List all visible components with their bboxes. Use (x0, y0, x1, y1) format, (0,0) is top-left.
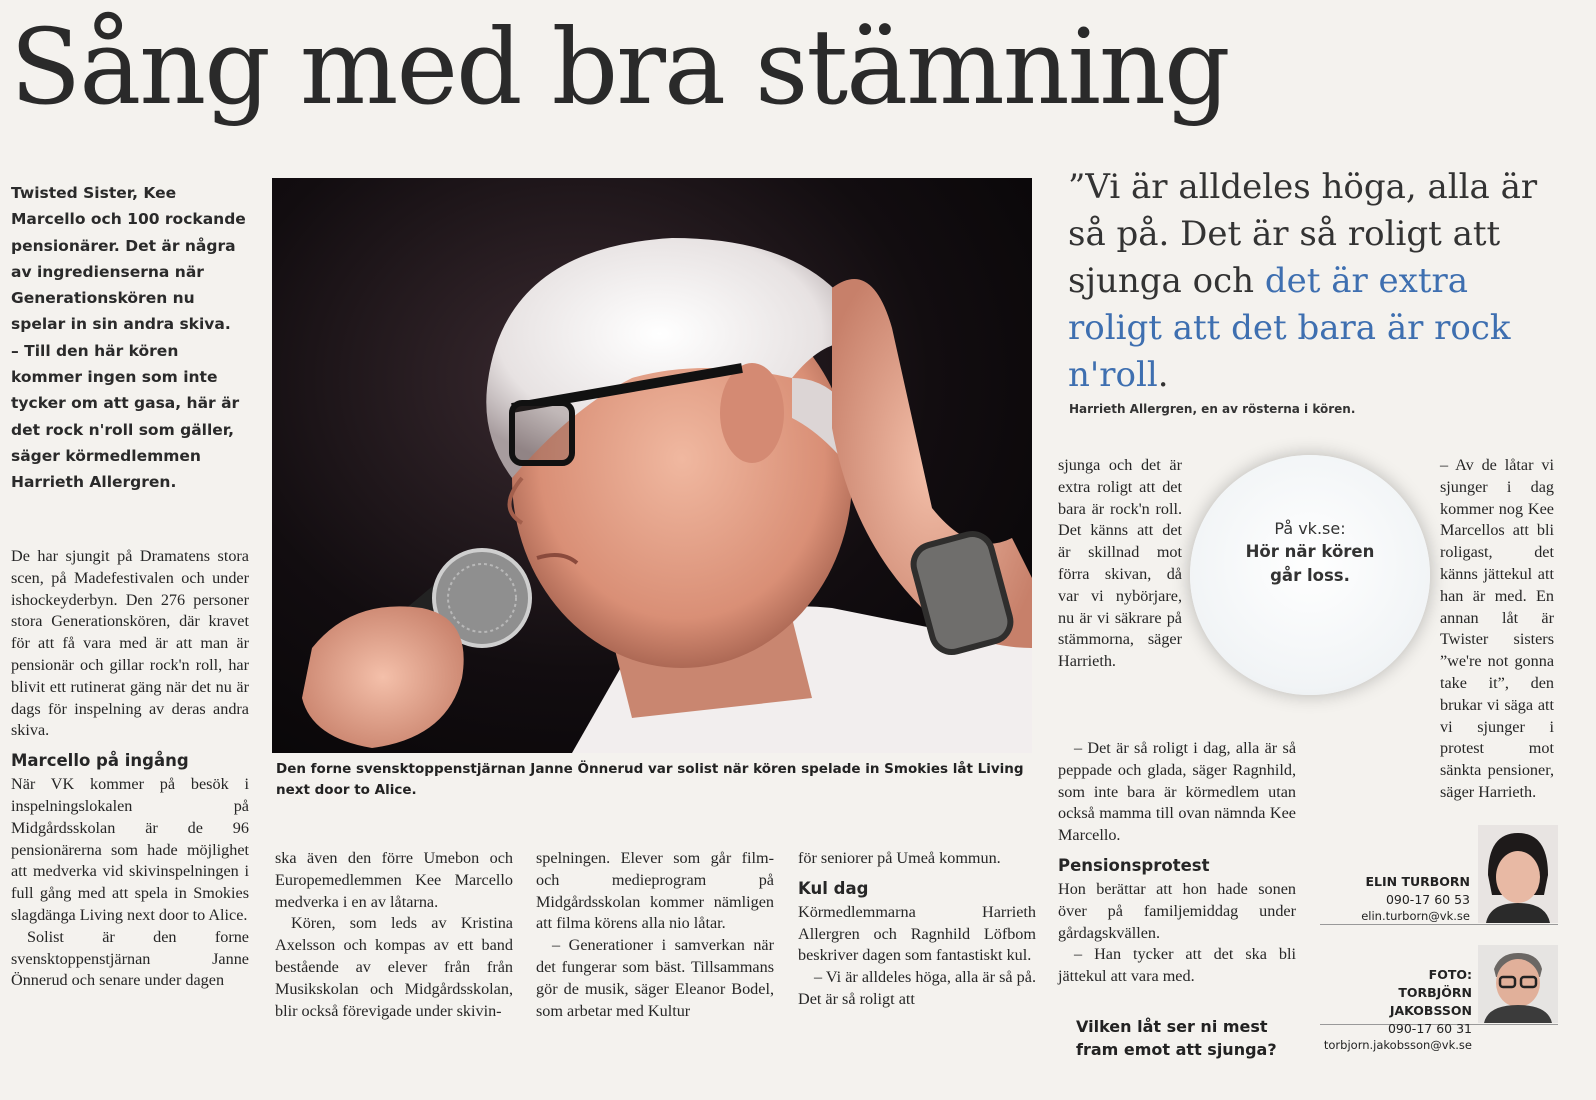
col5-paragraph-2: – Det är så roligt i dag, alla är så peppade och glada, säger Ragnhild, som inte bara är körmedlem utan också mamma till ovan nämnda Kee Marcello. (1058, 739, 1296, 845)
singer-illustration (272, 178, 1032, 753)
column-1 (11, 546, 249, 992)
photographer-name: TORBJÖRN JAKOBSSON (1389, 985, 1472, 1018)
column-3 (536, 848, 774, 1022)
col4-paragraph-2: Körmedlemmarna Harrieth Allergren och Ragnhild Löfbom beskriver dagen som fantastiskt kul. (798, 902, 1036, 965)
subhead-marcello: Marcello på ingång (11, 751, 189, 771)
promo-prefix: På vk.se: (1274, 519, 1346, 538)
photographer-phone: 090-17 60 31 (1387, 1021, 1472, 1036)
column-5-bottom (1058, 738, 1296, 988)
lead-paragraph (11, 180, 249, 496)
subhead-kul-dag: Kul dag (798, 878, 869, 898)
col5-paragraph-3: Hon berättar att hon hade sonen över på familjemiddag under gårdagskvällen. (1058, 879, 1296, 942)
promo-text[interactable] (1230, 519, 1390, 588)
photographer-avatar (1478, 945, 1558, 1023)
pull-quote-source: Harrieth Allergren, en av rösterna i kören. (1069, 402, 1356, 416)
col1-paragraph-1: De har sjungit på Dramatens stora scen, på Madefestivalen och under ishockeyderbyn. Den 276 personer stora Generationskören, där kravet för att få vara med är att man är pensionär och gillar rock'n roll, har blivit ett rutinerat gäng när det nu är dags för inspelning av deras andra skiva. (11, 547, 249, 740)
headline: Sång med bra stämning (10, 6, 1229, 128)
column-2 (275, 848, 513, 1022)
reporter-avatar (1478, 825, 1558, 923)
photo-label: FOTO: (1428, 967, 1472, 982)
byline-photographer (1320, 966, 1472, 1054)
subhead-pensionsprotest: Pensionsprotest (1058, 855, 1210, 875)
col6-paragraph-1: – Av de låtar vi sjunger i dag kommer nog Kee Marcellos att bli roligast, det känns jättekul att han är med. En annan låt är Twister sisters ”we're not gonna take it”, den brukar vi säga att vi sjunger i protest mot sänkta pensioner, säger Harrieth. (1440, 456, 1554, 801)
col5-paragraph-1: sjunga och det är extra roligt att det bara är rock'n roll. Det känns att det är skillnad mot förra skivan, då var vi nybörjare, nu är vi säkrare på stämmorna, säger Harrieth. (1058, 456, 1182, 671)
reporter-name: ELIN TURBORN (1365, 874, 1470, 889)
col1-paragraph-3: Solist är den forne svensktoppenstjärnan Janne Önnerud och senare under dagen (11, 927, 249, 990)
col2-paragraph-2: Kören, som leds av Kristina Axelsson och kompas av ett band bestående av elever från från Musikskolan och Midgårdsskolan, blir också förevigade under skivin- (275, 914, 513, 1020)
promo-title[interactable]: Hör när kören går loss. (1245, 542, 1375, 585)
photo-caption: Den forne svensktoppenstjärnan Janne Önnerud var solist när kören spelade in Smokies låt Living next door to Alice. (276, 761, 1024, 798)
byline-reporter (1320, 873, 1470, 925)
pull-quote-text: ”Vi är alldeles höga, alla är så på. Det är så roligt att sjunga och (1068, 167, 1538, 301)
question-line: Vilken låt ser ni mest fram emot att sjunga? (1076, 1017, 1277, 1059)
lead-text-1: Twisted Sister, Kee Marcello och 100 rockande pensionärer. Det är några av ingredienserna när Generationskören nu spelar in sin andra skiva. (11, 184, 246, 334)
column-6-top (1440, 455, 1554, 804)
singer-photo (272, 178, 1032, 753)
pull-quote-highlight: det är extra roligt att det bara är rock n'roll (1068, 261, 1511, 395)
photographer-portrait-icon (1478, 945, 1558, 1023)
pull-quote-end: . (1157, 355, 1169, 395)
reporter-phone: 090-17 60 53 (1385, 892, 1470, 907)
col5-paragraph-4: – Han tycker att det ska bli jättekul att vara med. (1058, 945, 1296, 986)
pull-quote (1068, 164, 1568, 399)
column-4 (798, 848, 1036, 1011)
col4-paragraph-1: för seniorer på Umeå kommun. (798, 849, 1001, 867)
lead-text-2: – Till den här kören kommer ingen som inte tycker om att gasa, här är det rock n'roll som gäller, säger körmedlemmen Harrieth Allergren. (11, 341, 240, 492)
col3-paragraph-2: – Generationer i samverkan när det fungerar som bäst. Tillsammans gör de musik, säger Eleanor Bodel, som arbetar med Kultur (536, 936, 774, 1020)
col2-paragraph-1: ska även den förre Umebon och Europemedlemmen Kee Marcello medverka i en av låtarna. (275, 849, 513, 911)
col3-paragraph-1: spelningen. Elever som går film- och medieprogram på Midgårdsskolan kommer nämligen att filma körens alla nio låtar. (536, 849, 774, 933)
col1-paragraph-2: När VK kommer på besök i inspelningslokalen på Midgårdsskolan är de 96 pensionärerna som hade möjlighet att medverka vid skivinspelningen i full gång med att spela in Smokies slagdänga Living next door to Alice. (11, 775, 249, 924)
photographer-email[interactable]: torbjorn.jakobsson@vk.se (1323, 1038, 1472, 1052)
column-5-top (1058, 455, 1182, 673)
reporter-email[interactable]: elin.turborn@vk.se (1361, 909, 1470, 923)
col4-paragraph-3: – Vi är alldeles höga, alla är så på. Det är så roligt att (798, 968, 1036, 1008)
reporter-portrait-icon (1478, 825, 1558, 923)
